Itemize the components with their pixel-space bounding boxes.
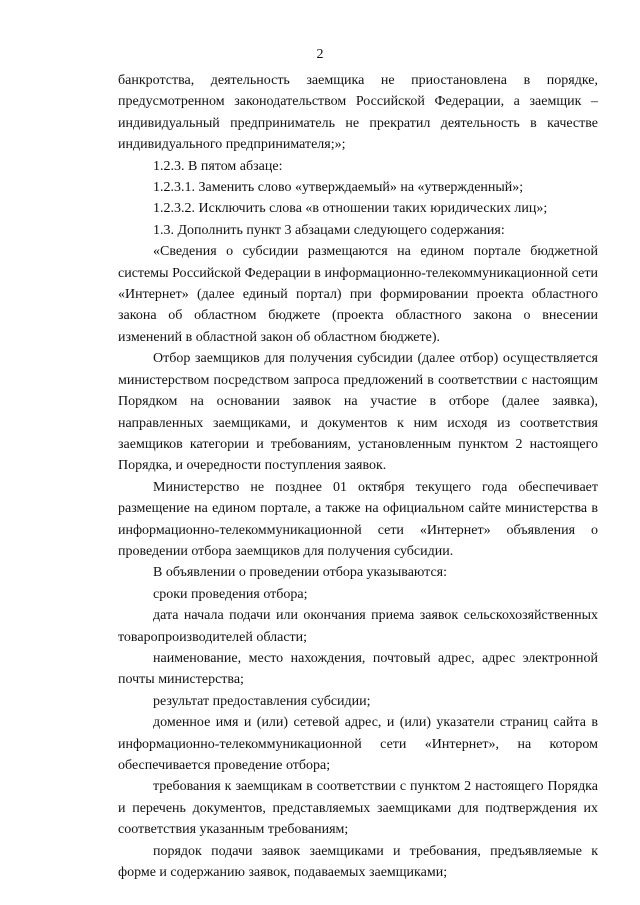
body-text bbox=[118, 70, 598, 883]
paragraph-8: Министерство не позднее 01 октября текущего года обеспечивает размещение на едином портале, а также на официальном сайте министерства в информационно-телекоммуникационной сети «Интернет» объявления о проведении отбора заемщиков для получения субсидии. bbox=[118, 479, 598, 559]
paragraph-6: «Сведения о субсидии размещаются на едином портале бюджетной системы Российской Федерации в информационно-телекоммуникационной сети «Интернет» (далее единый портал) при формировании проекта областного закона об областном бюджете (проекта областного закона о внесении изменений в областной закон об областном бюджете). bbox=[118, 244, 598, 345]
paragraph-5: 1.3. Дополнить пункт 3 абзацами следующего содержания: bbox=[153, 222, 505, 238]
paragraph-16: порядок подачи заявок заемщиками и требования, предъявляемые к форме и содержанию заявок, подаваемых заемщиками; bbox=[118, 843, 598, 881]
paragraph-7: Отбор заемщиков для получения субсидии (далее отбор) осуществляется министерством посредством запроса предложений в соответствии с настоящим Порядком на основании заявок на участие в отборе (далее заявка), направленных заемщиками, и документов к ним исходя из соответствия заемщиков категории и требованиям, установленным пунктом 2 настоящего Порядка, и очередности поступления заявок. bbox=[118, 351, 598, 474]
page-number: 2 bbox=[316, 47, 324, 62]
paragraph-14: доменное имя и (или) сетевой адрес, и (или) указатели страниц сайта в информационно-телекоммуникационной сети «Интернет», на котором обеспечивается проведение отбора; bbox=[118, 715, 598, 773]
paragraph-15: требования к заемщикам в соответствии с пунктом 2 настоящего Порядка и перечень документов, представляемых заемщиками для подтверждения их соответствия указанным требованиям; bbox=[118, 779, 598, 838]
paragraph-12: наименование, место нахождения, почтовый адрес, адрес электронной почты министерства; bbox=[118, 650, 598, 688]
paragraph-2: 1.2.3. В пятом абзаце: bbox=[153, 158, 283, 174]
paragraph-11: дата начала подачи или окончания приема заявок сельскохозяйственных товаропроизводителей области; bbox=[118, 608, 598, 645]
paragraph-1: банкротства, деятельность заемщика не приостановлена в порядке, предусмотренном законодательством Российской Федерации, а заемщик – индивидуальный предприниматель не прекратил деятельность в качестве индивидуального предпринимателя;»; bbox=[118, 73, 598, 153]
paragraph-13: результат предоставления субсидии; bbox=[153, 693, 371, 709]
paragraph-3: 1.2.3.1. Заменить слово «утверждаемый» на «утвержденный»; bbox=[153, 180, 524, 196]
paragraph-9: В объявлении о проведении отбора указываются: bbox=[153, 565, 448, 581]
paragraph-4: 1.2.3.2. Исключить слова «в отношении таких юридических лиц»; bbox=[153, 201, 548, 217]
paragraph-10: сроки проведения отбора; bbox=[153, 586, 308, 602]
